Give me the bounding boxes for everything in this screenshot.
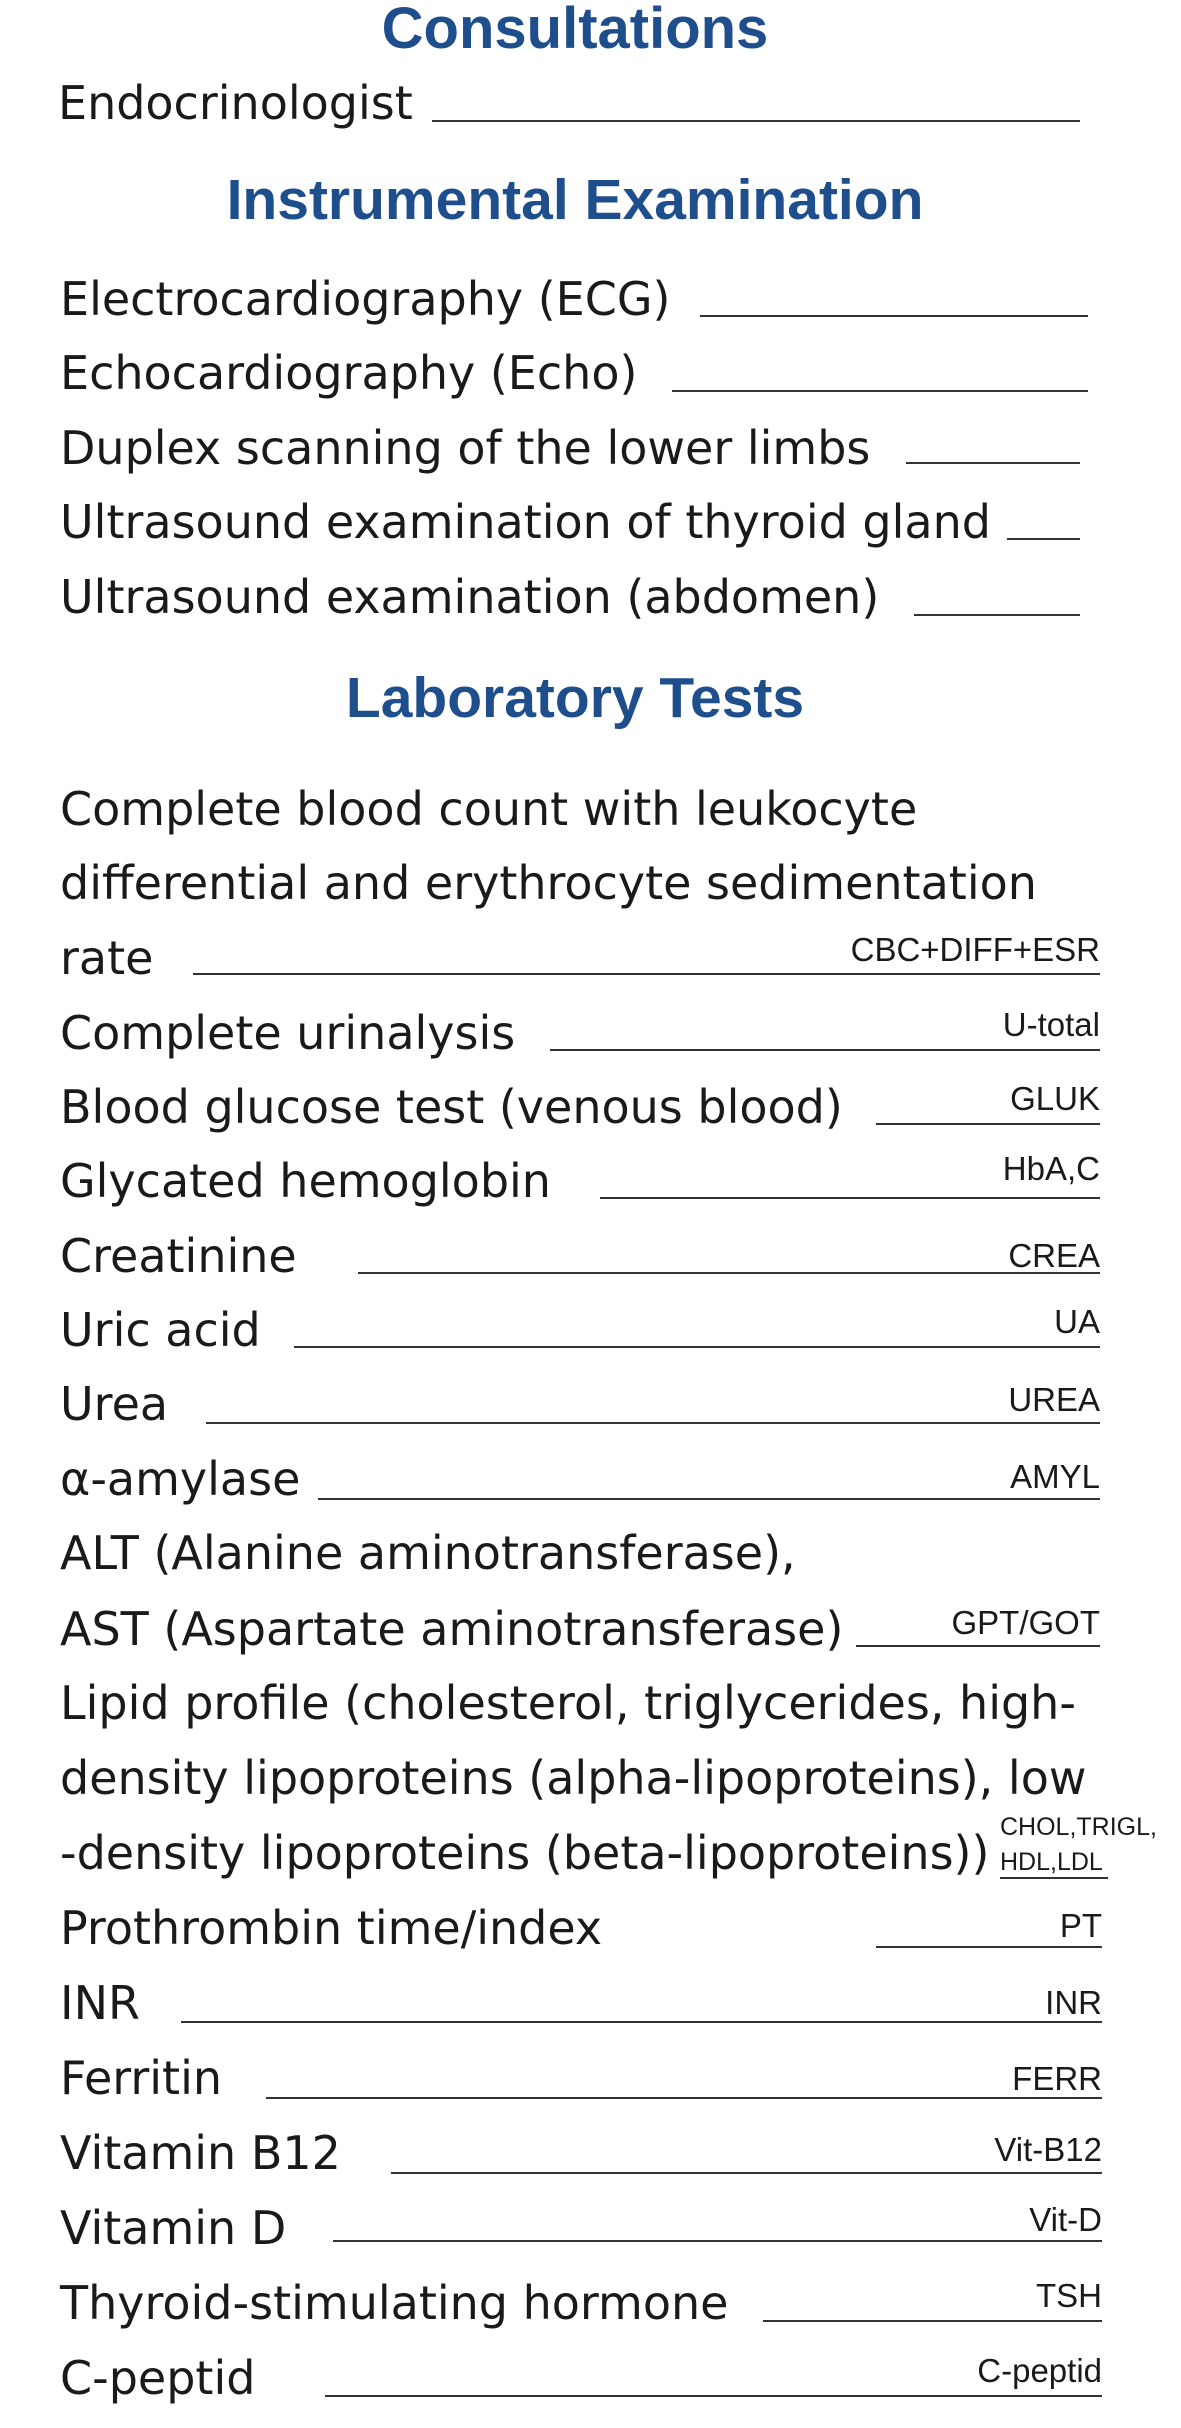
inr-fill-line[interactable] xyxy=(181,2021,1102,2023)
alt-ast-fill-line[interactable] xyxy=(856,1645,1100,1647)
ferritin-code: FERR xyxy=(1012,2060,1102,2097)
cbc-label-line-1: Complete blood count with leukocyte xyxy=(60,782,918,836)
tsh-fill-line[interactable] xyxy=(763,2320,1102,2322)
thyroid-us-fill-line[interactable] xyxy=(1007,538,1080,540)
vitamin-d-code: Vit-D xyxy=(1029,2201,1102,2238)
hba1c-fill-line[interactable] xyxy=(600,1197,1100,1199)
uric-acid-label: Uric acid xyxy=(60,1303,261,1357)
glucose-label: Blood glucose test (venous blood) xyxy=(60,1080,843,1134)
prothrombin-code: PT xyxy=(1059,1907,1102,1944)
vitamin-b12-label: Vitamin B12 xyxy=(60,2126,341,2180)
urea-fill-line[interactable] xyxy=(206,1422,1100,1424)
duplex-fill-line[interactable] xyxy=(906,462,1080,464)
echo-label: Echocardiography (Echo) xyxy=(60,346,638,400)
urinalysis-label: Complete urinalysis xyxy=(60,1006,516,1060)
ast-label: AST (Aspartate aminotransferase) xyxy=(60,1602,844,1656)
amylase-label: α-amylase xyxy=(60,1452,301,1506)
ecg-label: Electrocardiography (ECG) xyxy=(60,272,671,326)
cbc-code: CBC+DIFF+ESR xyxy=(850,931,1100,968)
vitamin-b12-code: Vit-B12 xyxy=(994,2131,1102,2168)
thyroid-us-label: Ultrasound examination of thyroid gland xyxy=(60,495,991,549)
echo-fill-line[interactable] xyxy=(672,390,1088,392)
vitamin-b12-fill-line[interactable] xyxy=(391,2172,1102,2174)
alt-label: ALT (Alanine aminotransferase), xyxy=(60,1526,796,1580)
urinalysis-code: U-total xyxy=(1002,1006,1100,1043)
amylase-fill-line[interactable] xyxy=(318,1498,1100,1500)
cbc-label-line-3: rate xyxy=(60,931,154,985)
c-peptid-code: C-peptid xyxy=(977,2352,1102,2389)
c-peptid-fill-line[interactable] xyxy=(325,2395,1102,2397)
c-peptid-label: C-peptid xyxy=(60,2351,256,2405)
consultations-heading: Consultations xyxy=(381,0,769,61)
laboratory-heading: Laboratory Tests xyxy=(345,666,805,730)
cbc-fill-line[interactable] xyxy=(193,973,1100,975)
inr-label: INR xyxy=(60,1976,140,2030)
endocrinologist-label: Endocrinologist xyxy=(58,76,413,130)
abdomen-us-label: Ultrasound examination (abdomen) xyxy=(60,570,880,624)
glucose-code: GLUK xyxy=(1010,1080,1100,1117)
hba1c-code: HbA,C xyxy=(1002,1150,1100,1187)
endocrinologist-fill-line[interactable] xyxy=(432,120,1080,122)
lipid-label-line-3: -density lipoproteins (beta-lipoproteins)) xyxy=(60,1826,990,1880)
vitamin-d-fill-line[interactable] xyxy=(333,2240,1102,2242)
urinalysis-fill-line[interactable] xyxy=(550,1049,1100,1051)
tsh-code: TSH xyxy=(1036,2277,1102,2314)
uric-acid-fill-line[interactable] xyxy=(294,1346,1100,1348)
inr-code: INR xyxy=(1045,1984,1102,2021)
creatinine-code: CREA xyxy=(1008,1237,1100,1274)
lipid-code-line-1: CHOL,TRIGL, xyxy=(1000,1813,1157,1841)
ferritin-fill-line[interactable] xyxy=(266,2097,1102,2099)
ecg-fill-line[interactable] xyxy=(700,315,1088,317)
creatinine-label: Creatinine xyxy=(60,1229,297,1283)
lipid-code-line-2: HDL,LDL xyxy=(1000,1848,1103,1876)
lipid-label-line-1: Lipid profile (cholesterol, triglycerides, high- xyxy=(60,1676,1076,1730)
vitamin-d-label: Vitamin D xyxy=(60,2201,287,2255)
ferritin-label: Ferritin xyxy=(60,2051,223,2105)
hba1c-label: Glycated hemoglobin xyxy=(60,1154,551,1208)
cbc-label-line-2: differential and erythrocyte sedimentation xyxy=(60,856,1037,910)
abdomen-us-fill-line[interactable] xyxy=(914,614,1080,616)
urea-label: Urea xyxy=(60,1377,169,1431)
amylase-code: AMYL xyxy=(1010,1458,1100,1495)
lipid-label-line-2: density lipoproteins (alpha-lipoproteins), low xyxy=(60,1751,1087,1805)
glucose-fill-line[interactable] xyxy=(876,1123,1100,1125)
urea-code: UREA xyxy=(1008,1381,1100,1418)
lipid-fill-line[interactable] xyxy=(1000,1877,1108,1879)
prothrombin-fill-line[interactable] xyxy=(876,1946,1102,1948)
tsh-label: Thyroid-stimulating hormone xyxy=(60,2276,729,2330)
instrumental-heading: Instrumental Examination xyxy=(226,168,924,232)
uric-acid-code: UA xyxy=(1054,1303,1100,1340)
alt-ast-code: GPT/GOT xyxy=(951,1604,1100,1641)
creatinine-fill-line[interactable] xyxy=(358,1272,1100,1274)
prothrombin-label: Prothrombin time/index xyxy=(60,1901,603,1955)
duplex-label: Duplex scanning of the lower limbs xyxy=(60,421,871,475)
